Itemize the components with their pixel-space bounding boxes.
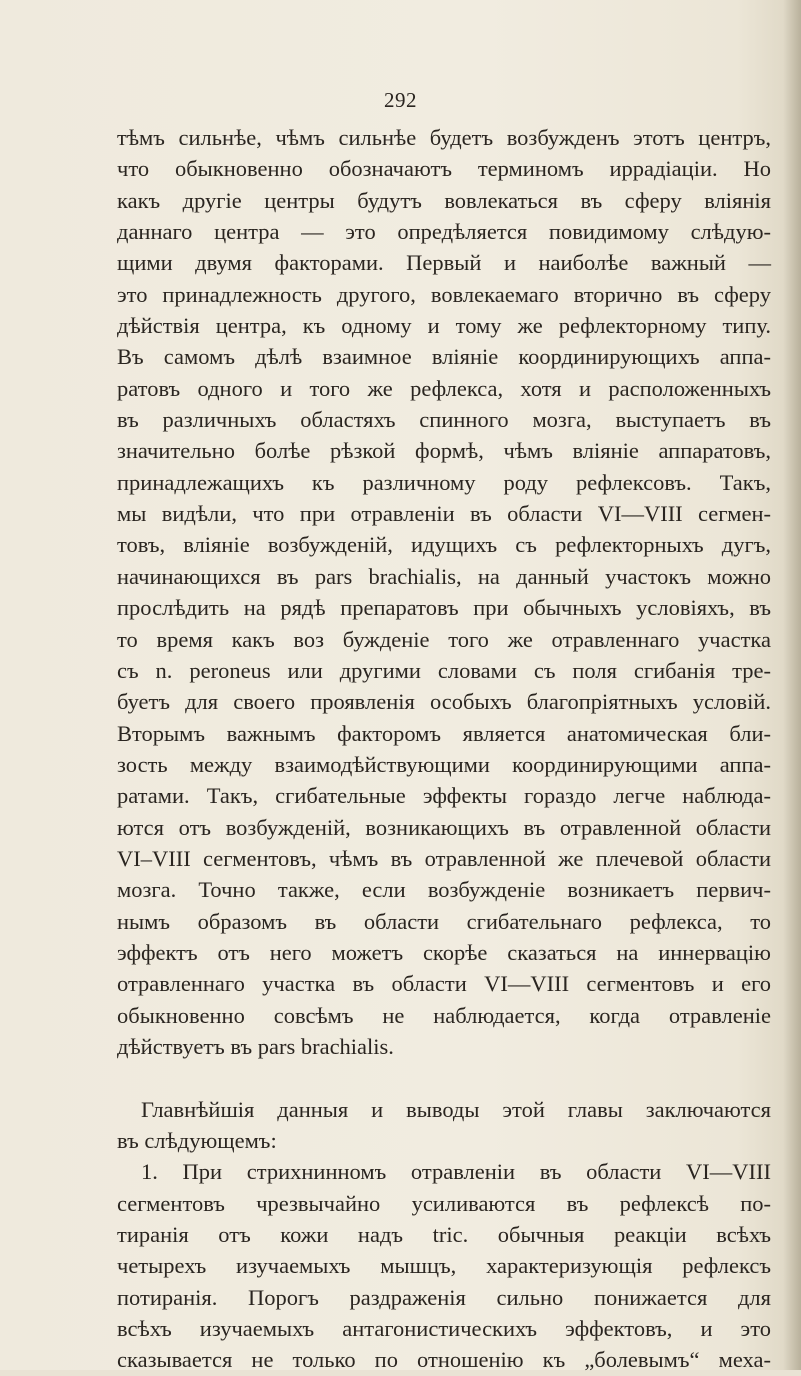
text-line: ются отъ возбужденій, возникающихъ въ отравленной области (117, 814, 771, 840)
text-line: въ различныхъ областяхъ спинного мозга, выступаетъ въ (117, 407, 771, 433)
page-edge-shadow (783, 0, 801, 1370)
text-line: 1. При стрихнинномъ отравленіи въ области VI—VIII (141, 1159, 771, 1185)
text-line: Главнѣйшія данныя и выводы этой главы заключаются (141, 1096, 771, 1122)
text-line: прослѣдить на рядѣ препаратовъ при обычныхъ условіяхъ, въ (117, 595, 771, 621)
text-line: Въ самомъ дѣлѣ взаимное вліяніе координирующихъ аппа- (117, 344, 771, 370)
text-line: сегментовъ чрезвычайно усиливаются въ рефлексѣ по- (117, 1190, 771, 1216)
text-line: мы видѣли, что при отравленіи въ области VI—VIII сегмен- (117, 501, 771, 527)
text-line: товъ, вліяніе возбужденій, идущихъ съ рефлекторныхъ дугъ, (117, 532, 771, 558)
text-line: это принадлежность другого, вовлекаемаго вторично въ сферу (117, 281, 771, 307)
body-text (117, 122, 771, 1376)
text-line: четырехъ изучаемыхъ мышцъ, характеризующія рефлексъ (117, 1253, 771, 1279)
text-line: даннаго центра — это опредѣляется повидимому слѣдую- (117, 219, 771, 245)
text-line: тиранія отъ кожи надъ tric. обычныя реакціи всѣхъ (117, 1222, 771, 1248)
text-line: мозга. Точно также, если возбужденіе возникаетъ первич- (117, 877, 771, 903)
text-line: дѣйствія центра, къ одному и тому же рефлекторному типу. (117, 313, 771, 339)
text-line: ратами. Такъ, сгибательные эффекты гораздо легче наблюда- (117, 783, 771, 809)
text-line: въ слѣдующемъ: (117, 1128, 277, 1153)
text-line: эффектъ отъ него можетъ скорѣе сказаться на иннервацію (117, 939, 771, 965)
text-line: потиранія. Порогъ раздраженія сильно понижается для (117, 1284, 771, 1310)
text-line: дѣйствуетъ въ pars brachialis. (117, 1033, 394, 1059)
text-line: принадлежащихъ къ различному роду рефлексовъ. Такъ, (117, 469, 771, 495)
text-line: нымъ образомъ въ области сгибательнаго рефлекса, то (117, 908, 771, 934)
text-line: съ n. peroneus или другими словами съ поля сгибанія тре- (117, 657, 771, 683)
paragraph-gap (117, 1062, 771, 1093)
text-line: всѣхъ изучаемыхъ антагонистическихъ эффектовъ, и это (117, 1316, 771, 1342)
text-line: сказывается не только по отношенію къ „болевымъ“ меха- (117, 1347, 771, 1373)
text-line: буетъ для своего проявленія особыхъ благопріятныхъ условій. (117, 689, 771, 715)
text-line: ратовъ одного и того же рефлекса, хотя и расположенныхъ (117, 375, 771, 401)
text-line: щими двумя факторами. Первый и наиболѣе важный — (117, 250, 771, 276)
text-line: отравленнаго участка въ области VI—VIII сегментовъ и его (117, 971, 771, 997)
text-line: Вторымъ важнымъ факторомъ является анатомическая бли- (117, 720, 771, 746)
paragraph-2 (117, 1094, 771, 1376)
text-line: какъ другіе центры будутъ вовлекаться въ сферу вліянія (117, 187, 771, 213)
text-line: начинающихся въ pars brachialis, на данный участокъ можно (117, 563, 771, 589)
page-number: 292 (384, 88, 417, 112)
text-line: тѣмъ сильнѣе, чѣмъ сильнѣе будетъ возбужденъ этотъ центръ, (117, 125, 771, 150)
text-line: что обыкновенно обозначаютъ терминомъ иррадіаціи. Но (117, 156, 771, 182)
text-line: VI–VIII сегментовъ, чѣмъ въ отравленной же плечевой области (117, 845, 771, 871)
text-line: то время какъ воз бужденіе того же отравленнаго участка (117, 626, 771, 652)
paragraph-1 (117, 122, 771, 1062)
text-line: значительно болѣе рѣзкой формѣ, чѣмъ вліяніе аппаратовъ, (117, 438, 771, 464)
text-line: обыкновенно совсѣмъ не наблюдается, когда отравленіе (117, 1002, 771, 1028)
text-line: зость между взаимодѣйствующими координирующими аппа- (117, 751, 771, 777)
